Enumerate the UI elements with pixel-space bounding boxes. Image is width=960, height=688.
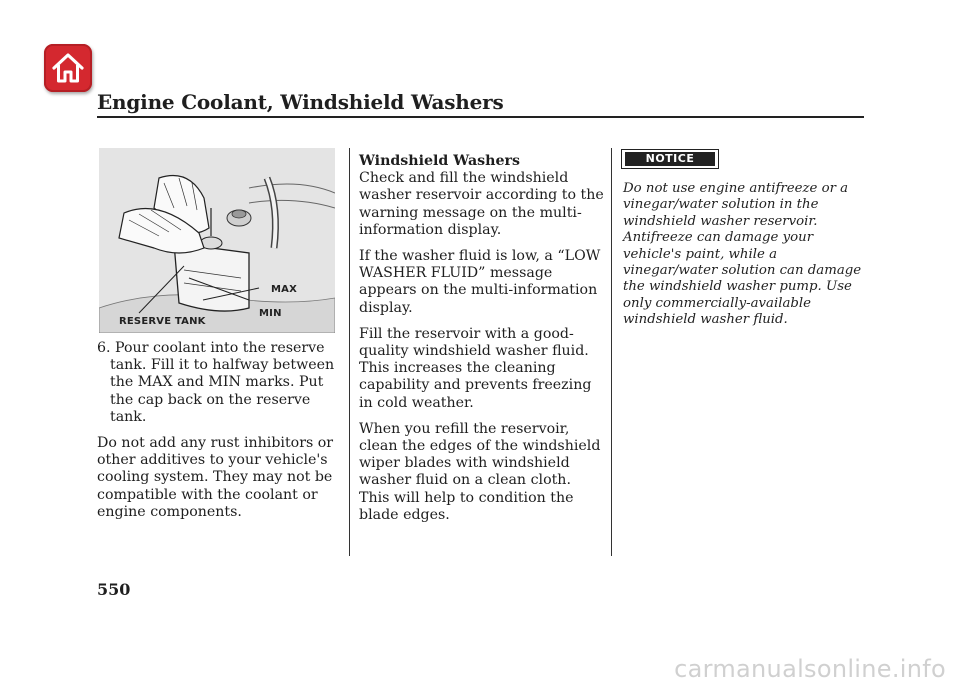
- column-divider-2: [611, 148, 612, 556]
- page-number: 550: [97, 580, 131, 599]
- column-divider-1: [349, 148, 350, 556]
- notice-label: NOTICE: [625, 152, 715, 166]
- home-icon: [50, 50, 86, 86]
- middle-column: [359, 153, 605, 533]
- windshield-washers-heading: Windshield Washers: [359, 153, 520, 169]
- additives-paragraph: Do not add any rust inhibitors or other additives to your vehicle's cooling system. They may not be compatible with the coolant or engine components.: [97, 435, 334, 520]
- washer-paragraph-4: When you refill the reservoir, clean the edges of the windshield wiper blades with windshield washer fluid on a clean cloth. This will help to condition the blade edges.: [359, 420, 601, 523]
- left-column: [97, 340, 343, 530]
- step-6: 6. Pour coolant into the reserve tank. Fill it to halfway between the MAX and MIN marks. Put the cap back on the reserve tank.: [97, 340, 335, 425]
- washer-paragraph-3: Fill the reservoir with a good-quality windshield washer fluid. This increases the cleaning capability and prevents freezing in cold weather.: [359, 325, 592, 411]
- washer-paragraph-1: Check and fill the windshield washer reservoir according to the warning message on the multi-information display.: [359, 170, 604, 238]
- washer-paragraph-2: If the washer fluid is low, a “LOW WASHER FLUID” message appears on the multi-information display.: [359, 248, 601, 316]
- min-callout: MIN: [259, 308, 282, 319]
- page-title: Engine Coolant, Windshield Washers: [97, 90, 504, 114]
- max-callout: MAX: [271, 284, 298, 295]
- home-button[interactable]: [44, 44, 92, 92]
- notice-text: Do not use engine antifreeze or a vinegar/water solution in the windshield washer reservoir. Antifreeze can damage your vehicle's paint, while a vinegar/water solution can damage the windshield washer pump. Use only commercially-available windshield washer fluid.: [623, 181, 862, 328]
- reserve-tank-illustration: [99, 148, 335, 333]
- reserve-tank-callout: RESERVE TANK: [119, 316, 206, 327]
- engine-bay-drawing: [99, 148, 335, 333]
- watermark: carmanualsonline.info: [674, 655, 946, 683]
- notice-badge: [621, 149, 719, 169]
- title-divider: [97, 116, 864, 118]
